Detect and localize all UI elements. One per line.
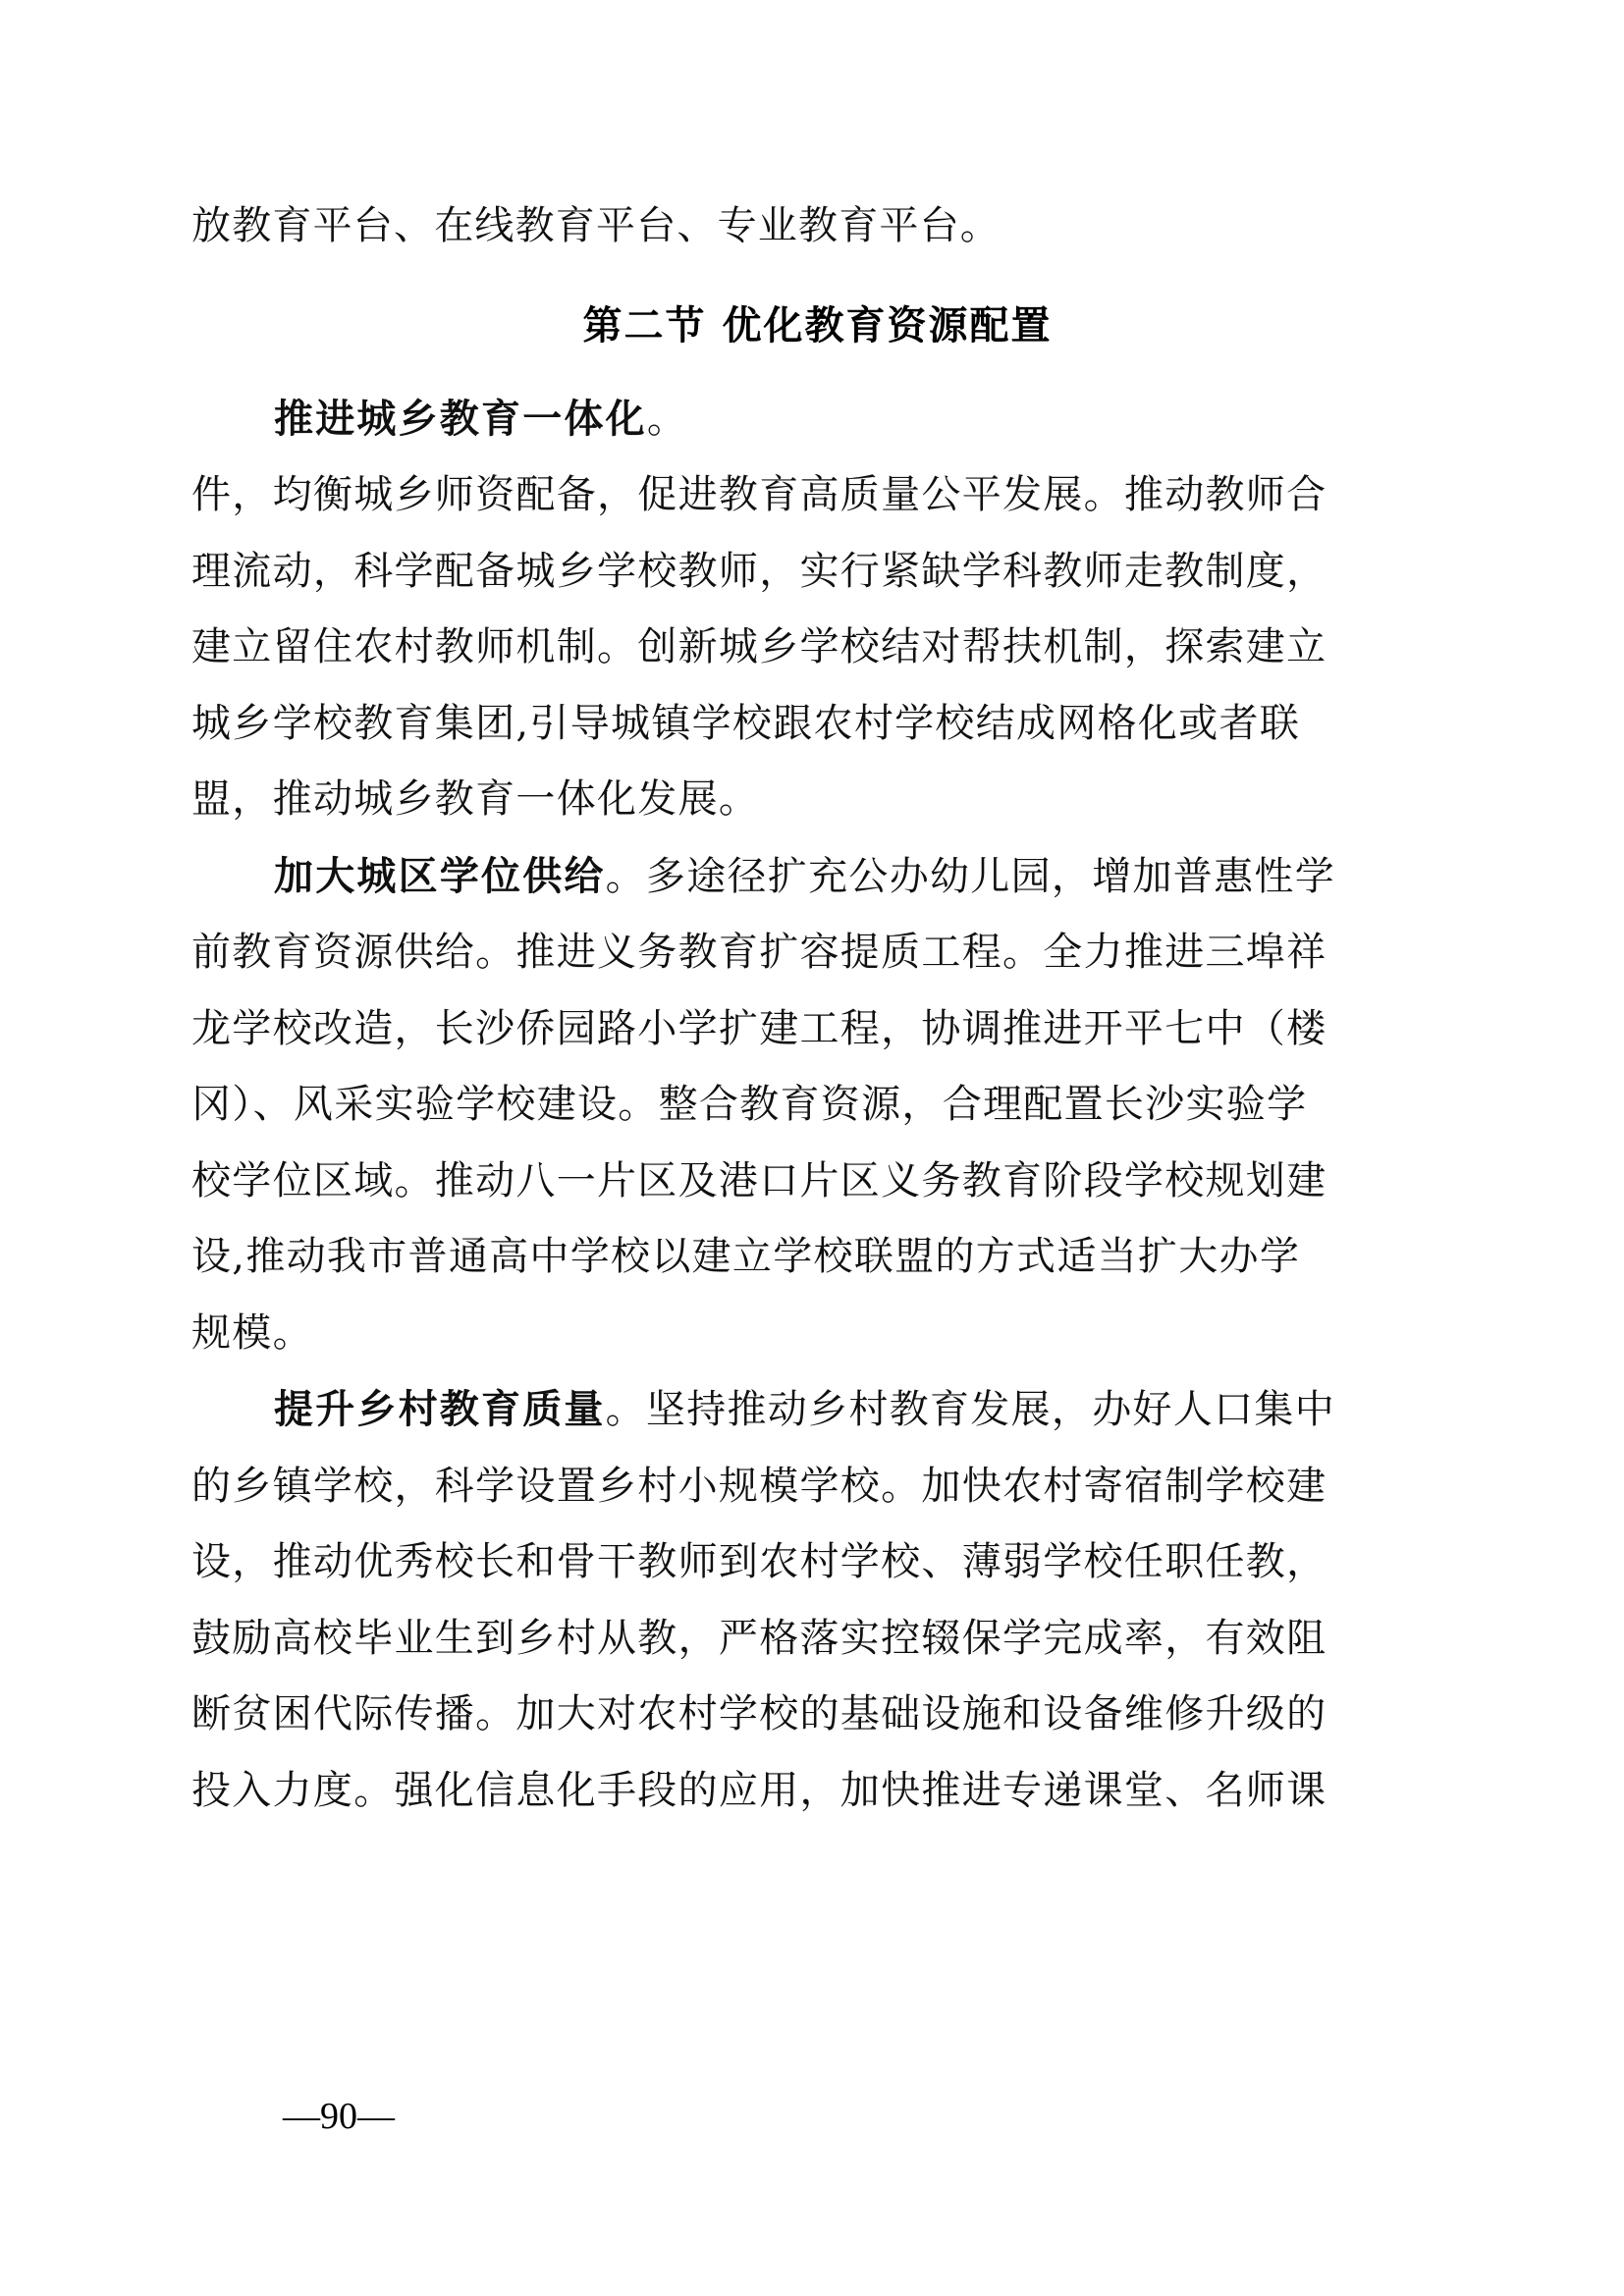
paragraph-line-rest: 。坚持推动乡村教育发展，办好人口集中 <box>605 1387 1336 1432</box>
paragraph-topic: 加大城区学位供给 <box>274 852 606 899</box>
paragraph-line <box>191 381 1443 458</box>
page-content <box>191 188 1443 1829</box>
paragraph-line-rest: 。多途径扩充公办幼儿园，增加普惠性学 <box>605 853 1336 899</box>
paragraph-line: 前教育资源供给。推进义务教育扩容提质工程。全力推进三埠祥 <box>191 930 1327 975</box>
paragraph-line: 理流动，科学配备城乡学校教师，实行紧缺学科教师走教制度， <box>191 548 1327 594</box>
paragraph-line-rest: 。 <box>646 396 688 442</box>
paragraph-line: 城乡学校教育集团,引导城镇学校跟农村学校结成网格化或者联 <box>191 700 1301 746</box>
paragraph-topic: 提升乡村教育质量 <box>274 1386 606 1432</box>
page-number: —90— <box>283 2096 395 2137</box>
paragraph-1 <box>191 381 1443 838</box>
paragraph-line: 龙学校改造，长沙侨园路小学扩建工程，协调推进开平七中（楼 <box>191 1005 1327 1051</box>
paragraph-line: 设,推动我市普通高中学校以建立学校联盟的方式适当扩大办学 <box>191 1234 1301 1279</box>
paragraph-line: 断贫困代际传播。加大对农村学校的基础设施和设备维修升级的 <box>191 1691 1327 1736</box>
paragraph-line: 冈）、风采实验学校建设。整合教育资源，合理配置长沙实验学 <box>191 1082 1308 1127</box>
continued-text-line: 放教育平台、在线教育平台、专业教育平台。 <box>191 203 1001 248</box>
paragraph-line: 件，均衡城乡师资配备，促进教育高质量公平发展。推动教师合 <box>191 472 1327 517</box>
paragraph-line: 规模。 <box>191 1309 313 1356</box>
paragraph-line <box>191 1371 1443 1449</box>
paragraph-line <box>191 838 1443 916</box>
paragraph-2 <box>191 838 1443 1372</box>
paragraph-line: 校学位区域。推动八一片区及港口片区义务教育阶段学校规划建 <box>191 1157 1327 1203</box>
paragraph-line: 盟，推动城乡教育一体化发展。 <box>191 776 760 822</box>
paragraph-topic: 推进城乡教育一体化 <box>274 395 647 442</box>
section-heading: 第二节 优化教育资源配置 <box>582 302 1053 348</box>
paragraph-line: 建立留住农村教师机制。创新城乡学校结对帮扶机制，探索建立 <box>191 624 1327 669</box>
paragraph-line: 鼓励高校毕业生到乡村从教，严格落实控辍保学完成率，有效阻 <box>191 1615 1327 1661</box>
paragraph-3 <box>191 1371 1443 1829</box>
paragraph-line: 设，推动优秀校长和骨干教师到农村学校、薄弱学校任职任教， <box>191 1539 1327 1584</box>
paragraph-line: 投入力度。强化信息化手段的应用，加快推进专递课堂、名师课 <box>191 1767 1327 1813</box>
paragraph-line: 的乡镇学校，科学设置乡村小规模学校。加快农村寄宿制学校建 <box>191 1463 1327 1509</box>
